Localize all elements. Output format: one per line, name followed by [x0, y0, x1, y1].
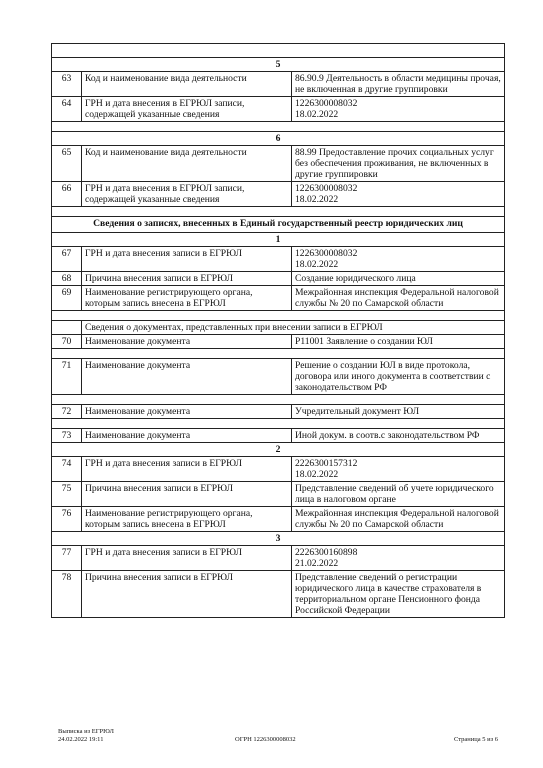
spacer-row	[52, 395, 505, 405]
row-value: Иной докум. в соотв.с законодательством РФ	[292, 429, 505, 443]
egrul-table-body	[52, 44, 505, 618]
row-value: 1226300008032 18.02.2022	[292, 182, 505, 207]
row-value: Решение о создании ЮЛ в виде протокола, договора или иного документа в соответствии с законодательством РФ	[292, 359, 505, 395]
section-number: 2	[52, 443, 505, 457]
footer-datetime: 24.02.2022 19:11	[58, 735, 104, 743]
subheading-num-cell	[52, 321, 82, 335]
table-row	[52, 286, 505, 311]
section-number: 5	[52, 58, 505, 72]
section-number-row	[52, 443, 505, 457]
row-number: 70	[52, 335, 82, 349]
section-number-row	[52, 532, 505, 546]
section-number	[52, 44, 505, 58]
row-number: 77	[52, 546, 82, 571]
table-row	[52, 335, 505, 349]
row-label: Причина внесения записи в ЕГРЮЛ	[82, 482, 292, 507]
table-row	[52, 359, 505, 395]
row-number: 67	[52, 247, 82, 272]
row-number: 69	[52, 286, 82, 311]
row-value: Межрайонная инспекция Федеральной налоговой службы № 20 по Самарской области	[292, 507, 505, 532]
table-row	[52, 182, 505, 207]
row-value: Создание юридического лица	[292, 272, 505, 286]
table-row	[52, 571, 505, 618]
row-number: 73	[52, 429, 82, 443]
table-row	[52, 97, 505, 122]
row-number: 78	[52, 571, 82, 618]
row-label: ГРН и дата внесения записи в ЕГРЮЛ	[82, 247, 292, 272]
spacer-row	[52, 419, 505, 429]
row-value: 1226300008032 18.02.2022	[292, 97, 505, 122]
row-label: Наименование документа	[82, 405, 292, 419]
table-row	[52, 429, 505, 443]
section-number-row	[52, 233, 505, 247]
spacer-row	[52, 122, 505, 132]
spacer-row	[52, 207, 505, 217]
row-number: 72	[52, 405, 82, 419]
spacer-cell	[52, 395, 505, 405]
section-number: 3	[52, 532, 505, 546]
table-row	[52, 72, 505, 97]
row-value: Р11001 Заявление о создании ЮЛ	[292, 335, 505, 349]
subheading: Сведения о документах, представленных при внесении записи в ЕГРЮЛ	[82, 321, 505, 335]
subheading-row	[52, 321, 505, 335]
spacer-row	[52, 311, 505, 321]
row-label: Причина внесения записи в ЕГРЮЛ	[82, 571, 292, 618]
row-number: 74	[52, 457, 82, 482]
spacer-cell	[52, 122, 505, 132]
row-number: 63	[52, 72, 82, 97]
row-number: 71	[52, 359, 82, 395]
row-label: Код и наименование вида деятельности	[82, 72, 292, 97]
footer-left	[58, 728, 114, 743]
row-number: 75	[52, 482, 82, 507]
row-number: 65	[52, 146, 82, 182]
row-label: ГРН и дата внесения записи в ЕГРЮЛ	[82, 546, 292, 571]
row-value: Межрайонная инспекция Федеральной налоговой службы № 20 по Самарской области	[292, 286, 505, 311]
section-number-row	[52, 44, 505, 58]
table-row	[52, 507, 505, 532]
row-number: 68	[52, 272, 82, 286]
section-number: 1	[52, 233, 505, 247]
section-heading-row	[52, 217, 505, 233]
spacer-cell	[52, 349, 505, 359]
row-value: 86.90.9 Деятельность в области медицины прочая, не включенная в другие группировки	[292, 72, 505, 97]
row-label: ГРН и дата внесения записи в ЕГРЮЛ	[82, 457, 292, 482]
section-number: 6	[52, 132, 505, 146]
spacer-cell	[52, 207, 505, 217]
table-row	[52, 405, 505, 419]
row-label: Наименование документа	[82, 335, 292, 349]
table-row	[52, 482, 505, 507]
spacer-cell	[52, 419, 505, 429]
table-row	[52, 272, 505, 286]
row-label: Наименование документа	[82, 359, 292, 395]
row-label: Наименование документа	[82, 429, 292, 443]
table-row	[52, 457, 505, 482]
section-number-row	[52, 58, 505, 72]
row-label: Код и наименование вида деятельности	[82, 146, 292, 182]
row-value: Представление сведений о регистрации юридического лица в качестве страхователя в территориальном органе Пенсионного фонда Российской Федерации	[292, 571, 505, 618]
row-label: Наименование регистрирующего органа, которым запись внесена в ЕГРЮЛ	[82, 507, 292, 532]
section-number-row	[52, 132, 505, 146]
table-row	[52, 146, 505, 182]
spacer-row	[52, 349, 505, 359]
footer-page-number: Страница 5 из 6	[454, 736, 499, 743]
section-heading: Сведения о записях, внесенных в Единый государственный реестр юридических лиц	[52, 217, 505, 233]
row-label: Наименование регистрирующего органа, которым запись внесена в ЕГРЮЛ	[82, 286, 292, 311]
spacer-cell	[52, 311, 505, 321]
row-number: 64	[52, 97, 82, 122]
row-number: 66	[52, 182, 82, 207]
row-value: 2226300160898 21.02.2022	[292, 546, 505, 571]
egrul-table	[51, 43, 505, 618]
footer-doc-title: Выписка из ЕГРЮЛ	[58, 728, 114, 735]
row-label: ГРН и дата внесения в ЕГРЮЛ записи, содержащей указанные сведения	[82, 182, 292, 207]
footer-ogrn: ОГРН 1226300008032	[235, 736, 296, 743]
row-value: Представление сведений об учете юридического лица в налоговом органе	[292, 482, 505, 507]
row-value: 2226300157312 18.02.2022	[292, 457, 505, 482]
row-value: Учредительный документ ЮЛ	[292, 405, 505, 419]
table-row	[52, 546, 505, 571]
table-row	[52, 247, 505, 272]
row-label: Причина внесения записи в ЕГРЮЛ	[82, 272, 292, 286]
row-value: 88.99 Предоставление прочих социальных услуг без обеспечения проживания, не включенных в другие группировки	[292, 146, 505, 182]
row-value: 1226300008032 18.02.2022	[292, 247, 505, 272]
row-label: ГРН и дата внесения в ЕГРЮЛ записи, содержащей указанные сведения	[82, 97, 292, 122]
row-number: 76	[52, 507, 82, 532]
